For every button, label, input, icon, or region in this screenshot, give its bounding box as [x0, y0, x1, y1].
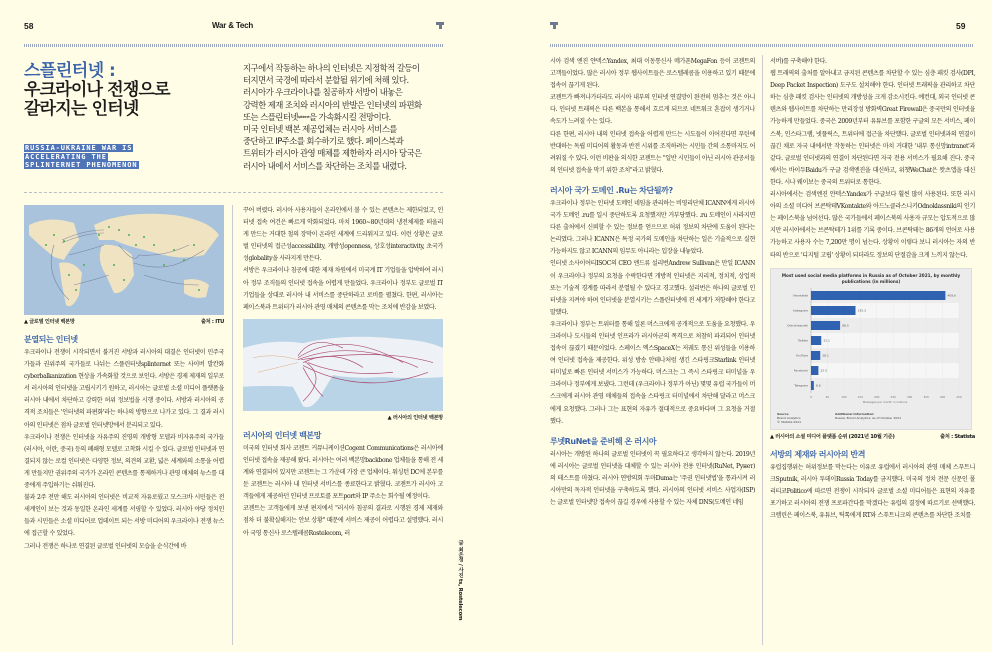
chart-category-label: Facebook — [793, 368, 808, 373]
divider — [243, 192, 443, 193]
chart-source-label: Source — [777, 411, 789, 416]
paragraph: 미국의 인터넷 회사 코젠트 커뮤니케이션Cogent Communications은 러시아에 인터넷 접속을 제공해 왔다. 러시아는 여러 백본망backbone 업체들을 통해 전 세계와 연결되어 있지만 코젠트는 그 가운데 가장 큰 업체이다. 워싱턴 DC에 본부를 둔 코젠트는 러시아 내 인터넷 서비스를 종료한다고 밝혔다. 코젠트가 러시아 고객들에게 제공하던 인터넷 프로토콜 포트port와 IP 주소는 회수될 예정이다. — [243, 444, 443, 501]
column-4 — [770, 56, 975, 648]
paragraph: 인터넷 소사이어티ISOC의 CEO 앤드류 설리번Andrew Sullivan은 만일 ICANN이 우크라이나 정부의 요청을 수락한다면 개방적 인터넷은 지리적, 정치적, 상업적 또는 기술적 경계를 따라서 분열될 수 있다고 경고했다. 설리번은 하나의 글로벌 인터넷을 지켜야 하며 인터넷을 분열시키는 스플린터넷에 전 세계가 저항해야 한다고 말했다. — [550, 260, 755, 316]
lead-line: 강력한 제재 조치와 러시아의 반발은 인터넷의 파편화 — [243, 99, 422, 110]
article-title-highlight: 스플린터넷 : — [24, 61, 116, 81]
chart-category-label: Telegram — [794, 383, 808, 388]
chart-additional-block — [835, 412, 901, 420]
lead-line: 트위터가 러시아 관영 매체를 제한하자 러시아 당국은 — [243, 148, 422, 159]
lead-paragraph — [243, 62, 461, 172]
header-rule-left — [24, 44, 443, 47]
page-number-right: 59 — [956, 21, 966, 31]
russia-map-graphic — [243, 319, 443, 411]
section-heading: 서방의 제재와 러시아의 반격 — [770, 449, 866, 459]
column-divider — [232, 205, 233, 645]
column-4-body-bottom — [770, 462, 975, 522]
paragraph: 코젠트는 고객들에게 보낸 편지에서 "러시아 침공의 결과로 시행된 경제 제재와 점차 더 불확실해지는 안보 상황" 때문에 서비스 제공이 어렵다고 설명했다. 러시아 국영 통신사 로스텔레콤Rostelecom, 러 — [243, 505, 443, 537]
chart-category-label: YouTube — [795, 353, 808, 358]
chart-row-band — [811, 333, 959, 348]
lead-line — [243, 111, 461, 123]
chart-category-label: Vkontakte — [792, 293, 808, 298]
chart-x-tick-label: 250 — [890, 394, 896, 399]
section-heading: 러시아 국가 도메인 .Ru는 차단될까? — [550, 185, 673, 195]
paragraph: 우크라이나 정부는 트위터를 통해 일론 머스크에게 공개적으로 도움을 요청했다. 우크라이나 도시들의 인터넷 인프라가 러시아군의 폭격으로 처참히 파괴되어 인터넷 접속이 끊겼기 때문이었다. 스페이스 엑스SpaceX는 저궤도 통신 위성들을 이용하여 인터넷 접속을 제공한다. 위성 방송 안테나처럼 생긴 스타링크Starlink 인터넷 터미널로 빠른 인터넷 서비스가 가능하다. 머스크는 그 즉시 스타링크 터미널을 우크라이나 정부에게 보냈다. 그런데 (우크라이나 정부가 아닌) 몇몇 유럽 국가들이 머스크에게 러시아 관영 매체들의 접속을 스타링크 터미널에서 차단해 달라고 머스크에게 요청했다. 그러나 그는 표현의 자유가 절대적으로 중요하다며 그 요청을 거절했다. — [550, 320, 755, 425]
article-title — [24, 81, 170, 119]
social-media-chart — [770, 268, 972, 430]
page-number-left: 58 — [24, 21, 34, 31]
section-heading: 분열되는 인터넷 — [24, 335, 78, 344]
world-map-graphic — [24, 205, 224, 315]
column-2 — [243, 205, 443, 647]
chart-x-tick-label: 200 — [874, 394, 880, 399]
chart-bar — [811, 336, 821, 345]
column-1-body — [24, 347, 224, 553]
chart-value-label: 88.5 — [842, 323, 849, 328]
chart-additional-label: Additional Information: — [835, 411, 875, 416]
section-heading: 루넷RuNet을 준비해 온 러시아 — [550, 436, 657, 446]
lead-line: 지구에서 작동하는 하나의 인터넷은 지정학적 갈등이 — [243, 63, 420, 73]
lead-text: 을 가속화시킬 전망이다. — [309, 111, 391, 122]
chart-category-label: Instagram — [792, 308, 808, 313]
t-logo-icon — [436, 22, 444, 29]
chart-x-tick-label: 0 — [810, 394, 812, 399]
photo-credit: 글 최은정 / 사진 ts, Rostelecom — [457, 540, 463, 621]
paragraph: 우크라이나 전쟁은 인터넷을 자유주의 진영의 개방형 모델과 비자유주의 국가들(러시아, 이란, 중국) 등의 폐쇄형 모델로 고착화 시킬 수 있다. 글로벌 인터넷과 연결되지 않는 로컬 인터넷은 다양한 정보, 의견의 교환, 넓은 세계와의 소통을 어렵게 만들지만 권위주의 국가가 온라인 콘텐츠를 통제하거나 관영 매체의 뉴스를 대중에게 주입하기는 쉬워진다. — [24, 433, 224, 490]
chart-x-axis-label: Messages per month in millions — [862, 399, 908, 404]
chart-x-tick-label: 300 — [906, 394, 913, 399]
chart-caption: ▲ 러시아의 소셜 미디어 플랫폼 순위 (2021년 10월 기준) — [770, 433, 895, 440]
chart-x-tick-label: 150 — [857, 394, 864, 399]
chart-value-label: 8.6 — [815, 383, 821, 388]
russia-backbone-map — [243, 319, 443, 411]
section-heading: 러시아의 인터넷 백본망 — [243, 430, 322, 440]
chart-title: Most used social media platforms in Russia as of October 2021, by monthly publications (in millions) — [781, 272, 961, 284]
column-2-body-bottom — [243, 443, 443, 540]
chart-x-tick-label: 350 — [923, 394, 929, 399]
paragraph: 코젠트가 빠져나가더라도 러시아 내부의 인터넷 연결망이 완전히 멈추는 것은 아니다. 인터넷 트래픽은 다른 백본을 통해서 흐르게 되므로 네트워크 혼잡이 생기거나 속도가 느려질 수는 있다. — [550, 94, 755, 126]
paragraph: 우크라이나 전쟁이 시작되면서 불거진 서방과 러시아의 대결은 인터넷이 민주국가들과 권위주의 국가들로 나뉘는 스플린터넷splinternet 또는 사이버 발칸화cyberbalkanization 현상을 가속화할 것으로 보인다. 서방은 경제 제재의 일부로서 러시아의 인터넷을 고립시키기 원하고, 러시아는 글로벌 소셜 미디어 플랫폼을 러시아 내에서 차단하고 강력한 허위 정보법을 시행 중이다. 서방과 러시아의 공격적 조치들은 '인터넷의 파편화'라는 하나의 방향으로 나가고 있다. 그 결과 러시아의 인터넷은 점차 글로벌 인터넷망에서 분리되고 있다. — [24, 349, 224, 429]
column-1 — [24, 205, 224, 647]
column-3-body-bottom — [550, 449, 755, 509]
chart-plot — [771, 269, 971, 429]
column-4-body-top — [770, 56, 975, 262]
world-map-caption-row — [24, 318, 224, 326]
english-line: RUSSIA-UKRAINE WAR IS — [25, 144, 133, 152]
title-line: 갈라지는 인터넷 — [24, 99, 139, 119]
paragraph: 우크라이나 정부는 인터넷 도메인 네임을 관리하는 비영리단체 ICANN에게 러시아 국가 도메인 .ru를 일시 중단하도록 요청했지만 거부당했다. .ru 도메인이 사라지면 다른 출처에서 신뢰할 수 있는 정보를 얻으므로 허위 정보의 차단에 도움이 된다는 논리였다. 그러나 ICANN은 특정 국가의 도메인을 차단하는 일은 기술적으로 실현 가능하지도 않고 ICANN의 임무도 아니라는 입장을 내놓았다. — [550, 199, 755, 256]
chart-bar — [811, 366, 818, 375]
chart-x-tick-label: 50 — [825, 394, 830, 399]
column-3-body-mid — [550, 198, 755, 428]
english-subtitle — [24, 144, 139, 170]
world-map-caption: ▲ 글로벌 인터넷 백본망 — [24, 319, 75, 325]
russia-map-caption-row — [243, 414, 443, 422]
chart-category-label: Twitter — [797, 338, 808, 343]
paragraph: 유럽집행위는 허위정보를 막는다는 이유로 유럽에서 러시아의 관영 매체 스푸트니크Sputnik, 러시아 투데이Russia Today를 금지했다. 미국의 정치 전문 신문인 폴리티코Politico에 따르면 전쟁이 시작되자 글로벌 소셜 미디어들은 표현의 자유를 포기하고 러시아의 전쟁 프로파간다를 막겠다는 유럽의 결정에 따르기로 선택했다. 크렘린은 페이스북, 유튜브, 틱톡에게 RT와 스푸트니크의 콘텐츠를 차단한 조치를 — [770, 463, 975, 519]
header-rule-right — [550, 44, 974, 47]
lead-line: 러시아 내에서 서비스를 차단하는 조치를 내렸다. — [243, 160, 407, 171]
chart-x-tick-label: 450 — [956, 394, 962, 399]
paragraph: 서방은 우크라이나 침공에 대한 제재 차원에서 미국계 IT 기업들을 압박하여 러시아 정부 조직들의 인터넷 접속을 어렵게 만들었다. 우크라이나 정부도 글로벌 IT 기업들을 상대로 러시아 내 서비스를 중단하라고 로비를 펼쳤다. 한편, 러시아는 페이스북과 트위터가 러시아 관영 매체의 콘텐츠를 막는 조치에 반감을 보였다. — [243, 267, 443, 311]
column-2-body-top — [243, 205, 443, 314]
chart-row-band — [811, 363, 959, 378]
column-divider — [762, 55, 763, 645]
chart-value-label: 31.1 — [823, 338, 830, 343]
paragraph: 꾸어 버렸다. 러시아 사용자들이 온라인에서 볼 수 있는 콘텐츠는 제한되었고, 인터넷 접속 여건은 빠르게 악화되었다. 마치 1960~80년대의 냉전체제를 떠올리게 만드는 거대한 철의 장막이 온라인 세계에 드리워지고 있다. 이런 상황은 글로벌 인터넷의 접근성accessibility, 개방성openness, 상호성interactivity, 초국가성globality을 사라지게 만든다. — [243, 207, 443, 263]
superscript: splinternet — [297, 114, 310, 119]
lead-line: 러시아가 우크라이나를 침공하자 서방이 내놓은 — [243, 87, 403, 98]
chart-bar — [811, 291, 945, 300]
lead-text: 또는 스플린터넷 — [243, 111, 298, 122]
chart-value-label: 408.6 — [947, 293, 956, 298]
chart-x-tick-label: 400 — [939, 394, 946, 399]
chart-x-tick-label: 100 — [841, 394, 847, 399]
lead-line: 미국 인터넷 백본 제공업체는 러시아 서비스를 — [243, 124, 397, 135]
chart-caption-row — [770, 433, 975, 441]
english-line: SPLINTERNET PHENOMENON — [25, 161, 138, 169]
chart-value-label: 135.3 — [857, 308, 867, 313]
paragraph: 웹 트래픽의 출처를 알아내고 금지된 콘텐츠를 차단할 수 있는 심층 패킷 검사(DPI, Deep Packet Inspection) 도구도 설치해야 한다. 인터넷 트래픽을 관리하고 차단하는 심층 패킷 검사는 인터넷의 개방성을 크게 감소시킨다. 예컨대, 외국 인터넷 콘텐츠와 웹사이트를 차단하는 만리장성 방화벽Great Firewall은 중국만의 인터넷을 가능하게 만들었다. 중국은 2009년부터 유튜브를 포함한 구글의 모든 서비스, 페이스북, 인스타그램, 넷플릭스, 트위터에 접근을 차단했다. 글로벌 인터넷과의 연결이 끊긴 채로 자국 내에서만 작동하는 인터넷은 마치 거대한 '내부 통신망intranet'과 같다. 글로벌 인터넷과의 연결이 차단된다면 자국 전용 서비스가 필요해 진다. 중국에서는 바이두Baidu가 구글 검색엔진을 대신하고, 위챗WeChat은 왓츠앱을 대신한다. 시나 웨이보는 중국의 트위터로 통한다. — [770, 70, 975, 186]
paragraph: 그러나 전쟁은 하나로 연결된 글로벌 인터넷의 모습을 순식간에 바 — [24, 542, 187, 550]
chart-bar — [811, 381, 814, 390]
t-logo-icon — [550, 22, 558, 29]
section-title: War & Tech — [212, 21, 254, 30]
chart-source-text: Brand Analytics — [777, 415, 801, 420]
chart-bar — [811, 321, 840, 330]
chart-copyright: © Statista 2021 — [777, 419, 802, 424]
paragraph: 불과 2주 전만 해도 러시아의 인터넷은 비교적 자유로웠고 모스크바 시민들은 전 세계인이 보는 것과 동일한 온라인 세계를 서핑할 수 있었다. 러시아 야당 정치인들과 시민들은 소셜 미디어로 업데이트 되는 서방 미디어의 우크라이나 전쟁 뉴스에 접근할 수 있었다. — [24, 494, 224, 538]
chart-source-block — [777, 412, 801, 424]
column-3 — [550, 56, 755, 648]
world-map-source: 출처 : ITU — [201, 319, 224, 325]
lead-line: 터지면서 국경에 따라서 분할될 위기에 처해 있다. — [243, 75, 409, 86]
paragraph: 러시아에서는 검색엔진 얀덱스Yandex가 구글보다 훨씬 많이 사용된다. 또한 러시아의 소셜 미디어 브콘탁테VKontakte와 아드노클라스니키Odnoklassniki의 인기는 페이스북을 넘어선다. 많은 국가들에서 페이스북의 사용자 규모는 압도적으로 많지만 러시아에서는 브콘탁테가 1위를 기록 중이다. 브콘탁테는 86개의 언어로 사용가능하고 사용자 수는 7,200만 명이 넘는다. 상황이 이렇다 보니 러시아는 자의 반 타의 반으로 '디지털 고립' 상황이 되더라도 정보의 단절감을 크게 느끼지 않는다. — [770, 191, 975, 259]
world-backbone-map — [24, 205, 224, 315]
chart-category-label: Odnoklassniki — [787, 323, 808, 328]
lead-line: 중단하고 IP주소를 회수하기로 했다. 페이스북과 — [243, 136, 404, 147]
chart-source: 출처 : Statista — [940, 433, 975, 440]
column-3-body-top — [550, 56, 755, 177]
english-line: ACCELERATING THE — [25, 152, 107, 161]
paragraph: 러시아는 개방된 하나의 글로벌 인터넷이 꼭 필요하다고 생각하지 않는다. 2019년에 러시아는 글로벌 인터넷을 대체할 수 있는 러시아 전용 인터넷(RuNet, Рунет)의 테스트를 마쳤다. 러시아 연방의회 두마Duma는 '주권 인터넷법'을 통과시켜 러시아만의 독자적 인터넷을 구축하도록 했다. 러시아의 인터넷 서비스 사업자(ISP)는 글로벌 인터넷망 접속이 끊길 경우에 사용할 수 있는 자체 DNS(도메인 네임 — [550, 450, 755, 507]
paragraph: 시아 검색 엔진 얀덱스Yandex, 최대 이동통신사 메가폰MegaFon 등이 코젠트의 고객들이었다. 많은 러시아 정부 웹사이트들은 로스텔레콤을 이용하고 있기 때문에 접속이 끊기게 된다. — [550, 58, 755, 90]
title-line: 우크라이나 전쟁으로 — [24, 80, 170, 100]
russia-map-caption: ▲ 러시아의 인터넷 백본망 — [387, 414, 443, 421]
chart-additional-text: Russia; Brand Analytics; As of October 2021 — [835, 415, 902, 420]
chart-bar — [811, 351, 820, 360]
chart-value-label: 28.1 — [822, 353, 829, 358]
paragraph: 서버)를 구축해야 한다. — [770, 58, 827, 65]
divider — [24, 192, 246, 193]
paragraph: 다른 한편, 러시아 내의 인터넷 접속을 어렵게 만드는 시도들이 이어진다면 푸틴에 반대하는 독립 미디어의 활동과 반전 시위를 조직하려는 시민들 간의 소통마저도 어려워질 수 있다. 이런 비판을 의식한 코젠트는 "일반 시민들이 아닌 러시아 관공서들의 인터넷 접속을 막기 위한 조치"라고 밝혔다. — [550, 130, 755, 174]
chart-value-label: 22.5 — [820, 368, 828, 373]
chart-bar — [811, 306, 855, 315]
